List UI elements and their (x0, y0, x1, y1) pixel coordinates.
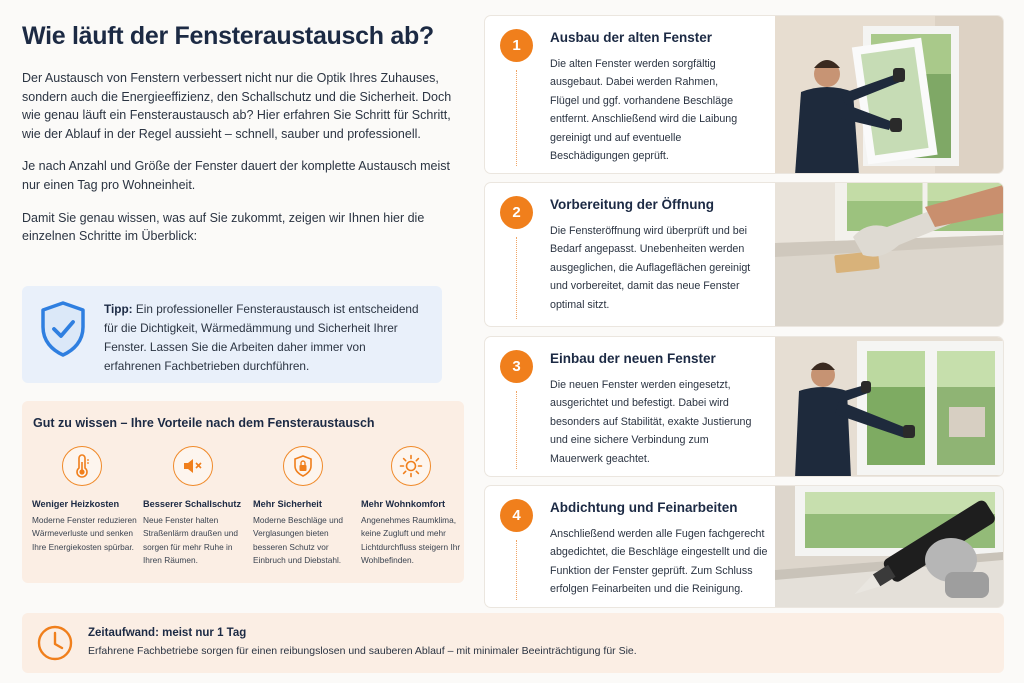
benefit-item (253, 446, 361, 567)
page-title: Wie läuft der Fensteraustausch ab? (22, 22, 434, 50)
step-card-1 (484, 15, 1004, 174)
benefit-title: Mehr Sicherheit (253, 499, 322, 509)
intro-column (22, 22, 452, 260)
benefit-item (32, 446, 140, 554)
step-connector (516, 540, 517, 600)
step-number: 1 (500, 29, 533, 62)
step-card-3 (484, 336, 1004, 477)
speaker-mute-icon (173, 446, 213, 486)
shield-check-icon (39, 300, 87, 363)
step-connector (516, 391, 517, 469)
step-connector (516, 70, 517, 166)
step-card-4 (484, 485, 1004, 608)
step-photo-sealing (775, 486, 1003, 607)
step-title: Vorbereitung der Öffnung (550, 197, 714, 212)
tip-text (104, 300, 424, 376)
benefit-item (143, 446, 251, 567)
benefit-text: Moderne Beschläge und Verglasungen bieten besseren Schutz vor Einbruch und Diebstahl. (253, 515, 343, 565)
step-text: Die alten Fenster werden sorgfältig ausgebaut. Dabei werden Rahmen, Flügel und ggf. vorhandene Beschläge entfernt. Anschließend wird die Laibung gereinigt und auf eventuelle Beschädigungen geprüft. (550, 58, 738, 163)
sun-icon (391, 446, 431, 486)
benefit-title: Mehr Wohnkomfort (361, 499, 446, 509)
benefit-item (361, 446, 469, 567)
benefit-title: Weniger Heizkosten (32, 499, 120, 509)
step-title: Abdichtung und Feinarbeiten (550, 500, 738, 515)
step-title: Ausbau der alten Fenster (550, 30, 713, 45)
intro-paragraph: Je nach Anzahl und Größe der Fenster dauert der komplette Austausch meist nur einen Tag pro Wohneinheit. (22, 159, 451, 192)
benefit-text: Neue Fenster halten Straßenlärm draußen und sorgen für mehr Ruhe in Ihren Räumen. (143, 515, 239, 565)
benefit-text: Angenehmes Raumklima, keine Zugluft und mehr Lichtdurchfluss steigern Ihr Wohlbefinden. (361, 515, 461, 565)
step-title: Einbau der neuen Fenster (550, 351, 716, 366)
step-number: 3 (500, 350, 533, 383)
benefits-box (22, 401, 464, 583)
intro-paragraph: Der Austausch von Fenstern verbessert nicht nur die Optik Ihres Zuhauses, sondern auch die Energieeffizienz, den Schallschutz und die Sicherheit. Doch wie genau läuft ein Fensteraustausch ab? Hier erfahren Sie Schritt für Schritt, wie der Ablauf in der Regel aussieht – schnell, sauber und professionell. (22, 71, 452, 141)
tip-box (22, 286, 442, 383)
step-text: Die neuen Fenster werden eingesetzt, ausgerichtet und befestigt. Dabei wird besonders auf Stabilität, exakte Justierung und eine sichere Verbindung zum Mauerwerk geachtet. (550, 379, 752, 465)
time-text: Erfahrene Fachbetriebe sorgen für einen reibungslosen und sauberen Ablauf – mit minimaler Beeinträchtigung für Sie. (88, 645, 637, 657)
step-connector (516, 237, 517, 319)
step-photo-window-installation (775, 337, 1003, 476)
step-text: Anschließend werden alle Fugen fachgerecht abgedichtet, die Beschläge eingestellt und die Funktion der Fenster geprüft. Zum Schluss erfolgen Feinarbeiten und die Reinigung. (550, 528, 768, 596)
benefit-title: Besserer Schallschutz (143, 499, 242, 509)
benefit-text: Moderne Fenster reduzieren Wärmeverluste und senken Ihre Energiekosten spürbar. (32, 515, 137, 552)
step-photo-window-removal (775, 16, 1003, 173)
intro-paragraph: Damit Sie genau wissen, was auf Sie zukommt, zeigen wir Ihnen hier die einzelnen Schritte im Überblick: (22, 210, 425, 244)
tip-body: Ein professioneller Fensteraustausch ist entscheidend für die Dichtigkeit, Wärmedämmung und Sicherheit Ihrer Fenster. Lassen Sie die Arbeiten daher immer von erfahrenen Fachbetrieben durchführen. (104, 302, 419, 373)
thermometer-icon (62, 446, 102, 486)
step-photo-opening-preparation (775, 183, 1003, 326)
benefits-title: Gut zu wissen – Ihre Vorteile nach dem Fensteraustausch (33, 416, 375, 430)
tip-label: Tipp: (104, 302, 133, 316)
step-card-2 (484, 182, 1004, 327)
intro-text (22, 69, 452, 246)
step-text: Die Fensteröffnung wird überprüft und bei Bedarf angepasst. Unebenheiten werden ausgeglichen, die Auflageflächen gereinigt und vorbereitet, damit das neue Fenster optimal sitzt. (550, 225, 751, 311)
step-number: 2 (500, 196, 533, 229)
time-info-box (22, 613, 1004, 673)
clock-icon (35, 623, 75, 668)
step-number: 4 (500, 499, 533, 532)
time-title: Zeitaufwand: meist nur 1 Tag (88, 627, 247, 639)
shield-lock-icon (283, 446, 323, 486)
